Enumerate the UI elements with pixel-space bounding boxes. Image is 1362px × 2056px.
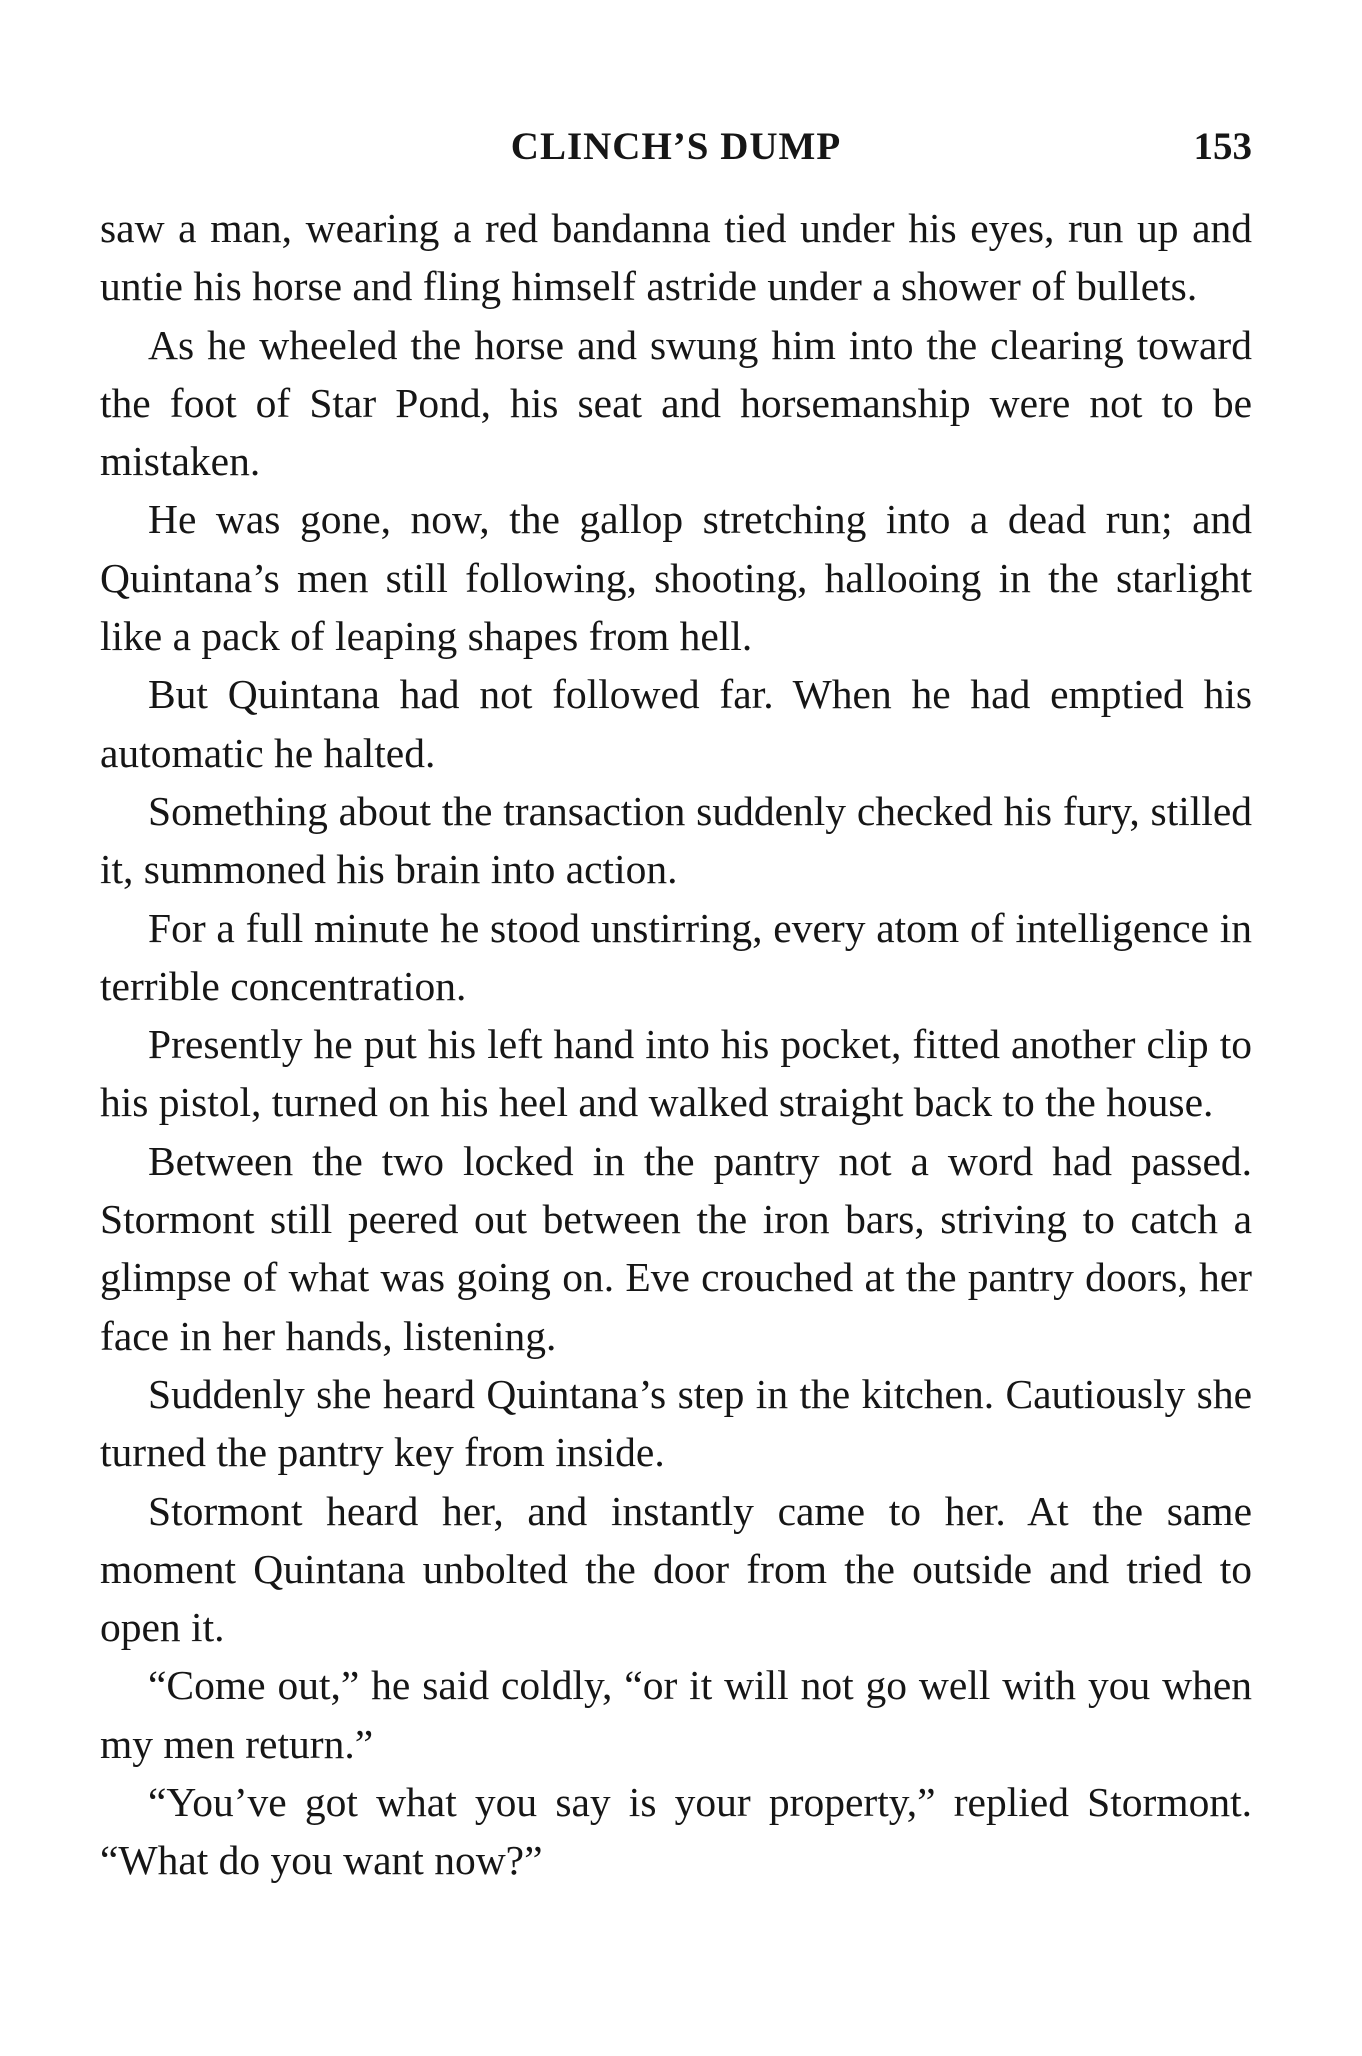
paragraph: “You’ve got what you say is your property,” replied Stormont. “What do you want now?” (100, 1779, 1252, 1884)
paragraph: Suddenly she heard Quintana’s step in the kitchen. Cautiously she turned the pantry key from inside. (100, 1370, 1252, 1476)
paragraph: He was gone, now, the gallop stretching into a dead run; and Quintana’s men still following, shooting, hallooing in the starlight like a pack of leaping shapes from hell. (100, 496, 1252, 660)
paragraph: “Come out,” he said coldly, “or it will not go well with you when my men return.” (100, 1662, 1252, 1767)
paragraph: Something about the transaction suddenly checked his fury, stilled it, summoned his brain into action. (100, 787, 1252, 893)
running-head (100, 124, 1252, 184)
paragraph: saw a man, wearing a red bandanna tied under his eyes, run up and untie his horse and fling himself astride under a shower of bullets. (100, 205, 1252, 310)
paragraph: For a full minute he stood unstirring, every atom of intelligence in terrible concentration. (100, 904, 1252, 1009)
paragraph: Between the two locked in the pantry not a word had passed. Stormont still peered out between the iron bars, striving to catch a glimpse of what was going on. Eve crouched at the pantry doors, her face in her hands, listening. (100, 1137, 1252, 1359)
paragraph: Stormont heard her, and instantly came to her. At the same moment Quintana unbolted the door from the outside and tried to open it. (100, 1487, 1252, 1651)
running-title: CLINCH’S DUMP (510, 125, 842, 168)
paragraph: Presently he put his left hand into his pocket, fitted another clip to his pistol, turned on his heel and walked straight back to the house. (100, 1021, 1252, 1126)
page-number: 153 (1193, 125, 1252, 168)
paragraph: As he wheeled the horse and swung him into the clearing toward the foot of Star Pond, his seat and horsemanship were not to be mistaken. (100, 321, 1252, 485)
paragraph: But Quintana had not followed far. When he had emptied his automatic he halted. (100, 671, 1252, 776)
body-text (100, 199, 1252, 1890)
